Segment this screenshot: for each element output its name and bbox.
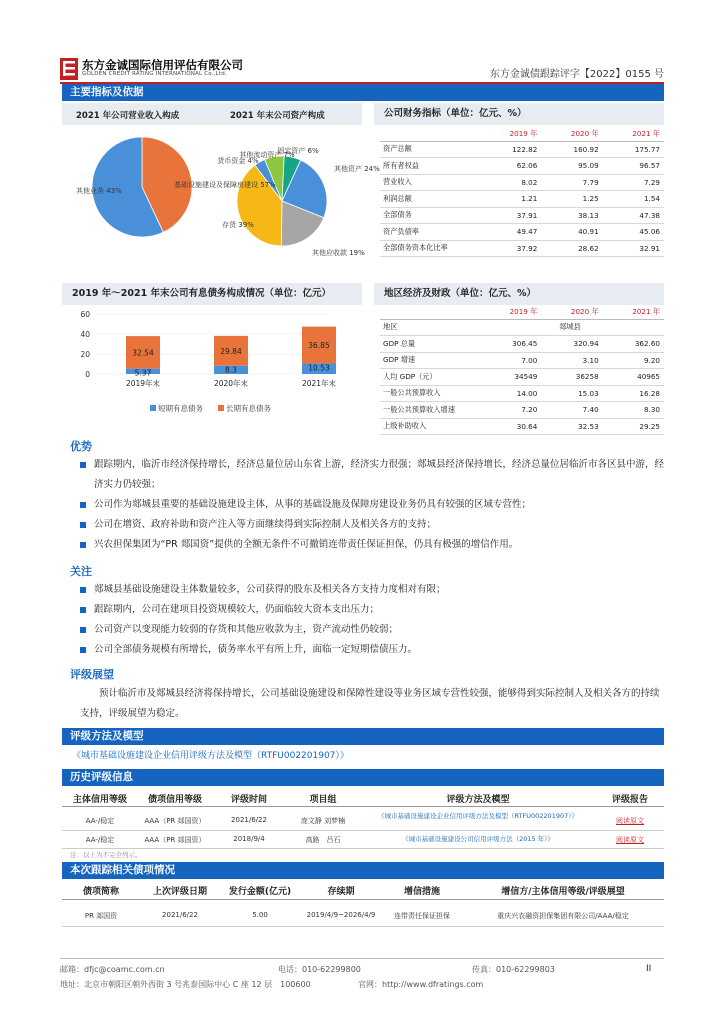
table-row — [380, 369, 664, 386]
history-header: 评级时间 — [230, 795, 267, 805]
fin-cell: 37.91 — [480, 207, 541, 224]
pie-label: 其他流动资产 7% — [239, 151, 295, 159]
fin-cell: 1.21 — [480, 191, 541, 208]
fin-cell: 45.06 — [603, 224, 664, 241]
region-cell: 40965 — [603, 369, 664, 386]
fin-cell: 47.38 — [603, 207, 664, 224]
history-cell: AAA（PR 郯国资） — [144, 817, 206, 825]
pie-label: 基础设施建设及保障房建设 57% — [174, 181, 276, 189]
fin-row-label: 全部债务 — [380, 207, 480, 224]
bond-header: 上次评级日期 — [152, 887, 207, 897]
region-year-2020: 2020 年 — [541, 306, 602, 319]
region-cell: 14.00 — [480, 385, 541, 402]
fin-cell: 62.06 — [480, 158, 541, 175]
fin-title: 公司财务指标（单位：亿元、%） — [374, 103, 664, 125]
region-row-label: GDP 总量 — [380, 336, 480, 353]
fin-cell: 1.25 — [541, 191, 602, 208]
table-row — [380, 174, 664, 191]
section-bar-bonds: 本次跟踪相关债项情况 — [62, 862, 664, 879]
footer-fax: 传真：010-62299803 — [472, 965, 555, 974]
pie-label: 存货 39% — [222, 221, 254, 229]
bond-header: 债项简称 — [82, 887, 119, 897]
table-row — [380, 158, 664, 175]
fin-cell: 95.09 — [541, 158, 602, 175]
legend-label: 长期有息债务 — [226, 404, 271, 413]
fin-cell: 1.54 — [603, 191, 664, 208]
divider — [62, 899, 664, 900]
pie-charts — [62, 127, 380, 277]
bullet-icon — [80, 647, 86, 653]
x-tick-label: 2020年末 — [213, 379, 249, 388]
table-row — [380, 191, 664, 208]
region-cell: 15.03 — [541, 385, 602, 402]
fin-row-label: 资产负债率 — [380, 224, 480, 241]
footer-phone: 电话：010-62299800 — [278, 965, 361, 974]
bullet-icon — [80, 607, 86, 613]
outlook-text: 预计临沂市及郯城县经济将保持增长，公司基础设施建设和保障性建设等业务区域专营性较强，能够得到实际控制人及相关各方的持续支持，评级展望为稳定。 — [80, 688, 660, 719]
bullet-icon — [80, 627, 86, 633]
bond-cell: 5.00 — [252, 911, 268, 919]
history-cell[interactable]: 《城市基础设施建设公司信用评级方法（2015 年）》 — [402, 835, 554, 843]
history-cell: 庞文静 刘梦楠 — [300, 817, 346, 825]
bond-header: 增信措施 — [403, 887, 440, 897]
table-row — [380, 207, 664, 224]
footer-website[interactable]: 官网：http://www.dfratings.com — [358, 980, 484, 989]
fin-cell: 38.13 — [541, 207, 602, 224]
region-cell: 9.20 — [603, 352, 664, 369]
history-header: 评级报告 — [611, 795, 648, 805]
region-cell: 362.60 — [603, 336, 664, 353]
fin-cell: 122.82 — [480, 141, 541, 158]
region-row-label: 人均 GDP（元） — [380, 369, 480, 386]
legend-swatch — [150, 405, 156, 411]
history-cell: 高路 吕石 — [305, 836, 341, 844]
region-cell: 29.25 — [603, 418, 664, 435]
x-tick-label: 2021年末 — [301, 379, 337, 388]
bullet-icon — [80, 462, 86, 468]
debt-title: 2019 年～2021 年末公司有息债务构成情况（单位：亿元） — [62, 283, 362, 305]
footer-address: 地址：北京市朝阳区朝外西街 3 号兆泰国际中心 C 座 12 层 100600 — [60, 980, 311, 989]
pie2-title: 2021 年末公司资产构成 — [230, 111, 325, 121]
bullet-icon — [80, 542, 86, 548]
read-report-link[interactable]: 阅读原文 — [616, 817, 644, 825]
history-cell: 2018/9/4 — [233, 835, 265, 843]
y-tick-label: 40 — [80, 330, 90, 339]
strengths-title: 优势 — [70, 440, 92, 453]
pie-label: 固定资产 6% — [277, 147, 319, 155]
read-report-link[interactable]: 阅读原文 — [616, 836, 644, 844]
fin-cell: 160.92 — [541, 141, 602, 158]
y-tick-label: 60 — [80, 310, 90, 319]
region-cell: 306.45 — [480, 336, 541, 353]
company-logo — [60, 58, 78, 80]
fin-year-2019: 2019 年 — [480, 128, 541, 141]
bond-cell: 2021/6/22 — [162, 911, 198, 919]
y-tick-label: 20 — [80, 350, 90, 359]
page-header — [60, 56, 664, 82]
region-cell: 30.64 — [480, 418, 541, 435]
report-number: 东方金诚债跟踪评字【2022】0155 号 — [489, 69, 664, 80]
table-row — [380, 402, 664, 419]
list-item: 公司全部债务规模有所增长，债务率水平有所上升，面临一定短期偿债压力。 — [94, 644, 418, 655]
divider — [62, 848, 664, 849]
region-cell: 7.00 — [480, 352, 541, 369]
region-cell: 3.10 — [541, 352, 602, 369]
company-name-en: GOLDEN CREDIT RATING INTERNATIONAL Co.,Ltd. — [82, 71, 227, 77]
section-bar-main: 主要指标及依据 — [62, 84, 664, 101]
company-name-cn: 东方金诚国际信用评估有限公司 — [82, 58, 243, 72]
history-header: 评级方法及模型 — [446, 795, 510, 805]
fin-cell: 7.29 — [603, 174, 664, 191]
list-item: 公司资产以变现能力较弱的存货和其他应收款为主，资产流动性仍较弱； — [94, 624, 399, 635]
footer-divider — [60, 958, 664, 959]
data-label: 10.53 — [308, 363, 330, 373]
region-cell: 16.28 — [603, 385, 664, 402]
table-row — [380, 319, 664, 336]
history-note: 注：以上为不完全列示。 — [70, 851, 142, 859]
region-cell: 7.40 — [541, 402, 602, 419]
history-cell: AA-/稳定 — [85, 836, 115, 844]
history-header: 债项信用等级 — [147, 795, 202, 805]
fin-year-2020: 2020 年 — [541, 128, 602, 141]
fin-cell: 40.91 — [541, 224, 602, 241]
bond-cell: 连带责任保证担保 — [394, 912, 450, 920]
bullet-icon — [80, 502, 86, 508]
region-area: 郯城县 — [480, 319, 664, 336]
method-link[interactable]: 《城市基础设施建设企业信用评级方法及模型（RTFU002201907）》 — [72, 751, 349, 761]
fin-cell: 37.92 — [480, 240, 541, 257]
fin-row-label: 营业收入 — [380, 174, 480, 191]
region-cell: 7.20 — [480, 402, 541, 419]
region-cell: 34549 — [480, 369, 541, 386]
fin-cell: 7.79 — [541, 174, 602, 191]
region-row-label: 上级补助收入 — [380, 418, 480, 435]
pie-label: 其他业务 43% — [76, 187, 122, 195]
data-label: 32.54 — [132, 348, 154, 358]
region-cell: 36258 — [541, 369, 602, 386]
divider — [62, 830, 664, 831]
region-year-2021: 2021 年 — [603, 306, 664, 319]
pie-label: 其他应收款 19% — [312, 249, 365, 257]
fin-year-2021: 2021 年 — [603, 128, 664, 141]
data-label: 8.3 — [225, 365, 237, 375]
list-item: 兴农担保集团为“PR 郯国资”提供的全额无条件不可撤销连带责任保证担保，仍具有极强的增信作用。 — [94, 539, 519, 550]
section-bar-history: 历史评级信息 — [62, 769, 664, 786]
list-item: 跟踪期内，临沂市经济保持增长，经济总量位居山东省上游，经济实力很强；郯城县经济保持增长，经济总量位居临沂市各区县中游，经济实力仍较强； — [94, 459, 665, 490]
pie-label: 货币资金 4% — [217, 157, 259, 165]
table-row — [380, 352, 664, 369]
pie1-title: 2021 年公司营业收入构成 — [76, 111, 180, 121]
data-label: 29.84 — [220, 346, 242, 356]
fin-cell: 32.91 — [603, 240, 664, 257]
data-label: 5.37 — [134, 368, 152, 378]
legend-swatch — [218, 405, 224, 411]
fin-cell: 96.57 — [603, 158, 664, 175]
table-row — [380, 418, 664, 435]
region-cell: 32.53 — [541, 418, 602, 435]
bond-cell: 重庆兴农融资担保集团有限公司/AAA/稳定 — [497, 912, 629, 920]
footer-email: 邮箱：dfjc@coamc.com.cn — [60, 965, 165, 974]
list-item: 公司在增资、政府补助和资产注入等方面继续得到实际控制人及相关各方的支持； — [94, 519, 437, 530]
table-row — [380, 240, 664, 257]
fin-row-label: 资产总额 — [380, 141, 480, 158]
page-number: II — [646, 964, 652, 974]
history-cell: AA-/稳定 — [85, 817, 115, 825]
bond-cell: 2019/4/9~2026/4/9 — [306, 911, 376, 919]
bond-header: 增信方/主体信用等级/评级展望 — [501, 887, 625, 897]
region-cell: 320.94 — [541, 336, 602, 353]
section-bar-method: 评级方法及模型 — [62, 728, 664, 745]
history-cell: AAA（PR 郯国资） — [144, 836, 206, 844]
list-item: 跟踪期内，公司在建项目投资规模较大，仍面临较大资本支出压力； — [94, 604, 380, 615]
y-tick-label: 0 — [85, 370, 90, 379]
list-item: 郯城县基础设施建设主体数量较多，公司获得的股东及相关各方支持力度相对有限； — [94, 584, 446, 595]
outlook-title: 评级展望 — [70, 668, 114, 681]
region-economy-table — [380, 306, 664, 435]
region-area-label: 地区 — [380, 319, 480, 336]
region-row-label: 一般公共预算收入 — [380, 385, 480, 402]
region-cell: 8.30 — [603, 402, 664, 419]
region-year-2019: 2019 年 — [480, 306, 541, 319]
debt-bar-chart — [62, 306, 362, 426]
bond-header: 存续期 — [327, 887, 355, 897]
bullet-icon — [80, 587, 86, 593]
list-item: 公司作为郯城县重要的基础设施建设主体，从事的基础设施及保障房建设业务仍具有较强的区域专营性； — [94, 499, 532, 510]
fin-cell: 175.77 — [603, 141, 664, 158]
x-tick-label: 2019年末 — [125, 379, 161, 388]
fin-cell: 8.02 — [480, 174, 541, 191]
history-header: 主体信用等级 — [72, 795, 127, 805]
fin-cell: 49.47 — [480, 224, 541, 241]
history-cell: 2021/6/22 — [231, 816, 267, 824]
region-row-label: 一般公共预算收入增速 — [380, 402, 480, 419]
history-header: 项目组 — [309, 795, 337, 805]
bond-header: 发行金额(亿元) — [228, 887, 292, 897]
region-row-label: GDP 增速 — [380, 352, 480, 369]
divider — [62, 926, 664, 927]
data-label: 36.85 — [308, 341, 330, 351]
divider — [62, 806, 664, 807]
concerns-title: 关注 — [70, 565, 92, 578]
table-row — [380, 224, 664, 241]
fin-row-label: 利润总额 — [380, 191, 480, 208]
fin-cell: 28.62 — [541, 240, 602, 257]
legend-label: 短期有息债务 — [158, 404, 203, 413]
pie-label: 其他资产 24% — [334, 165, 380, 173]
bond-cell: PR 郯国资 — [84, 912, 118, 920]
table-row — [380, 141, 664, 158]
table-row — [380, 385, 664, 402]
fin-row-label: 全部债务资本化比率 — [380, 240, 480, 257]
region-title: 地区经济及财政（单位：亿元、%） — [374, 283, 664, 305]
fin-row-label: 所有者权益 — [380, 158, 480, 175]
bullet-icon — [80, 522, 86, 528]
financial-indicators-table — [380, 128, 664, 257]
history-cell[interactable]: 《城市基础设施建设企业信用评级方法及模型（RTFU002201907）》 — [378, 812, 578, 820]
table-row — [380, 336, 664, 353]
